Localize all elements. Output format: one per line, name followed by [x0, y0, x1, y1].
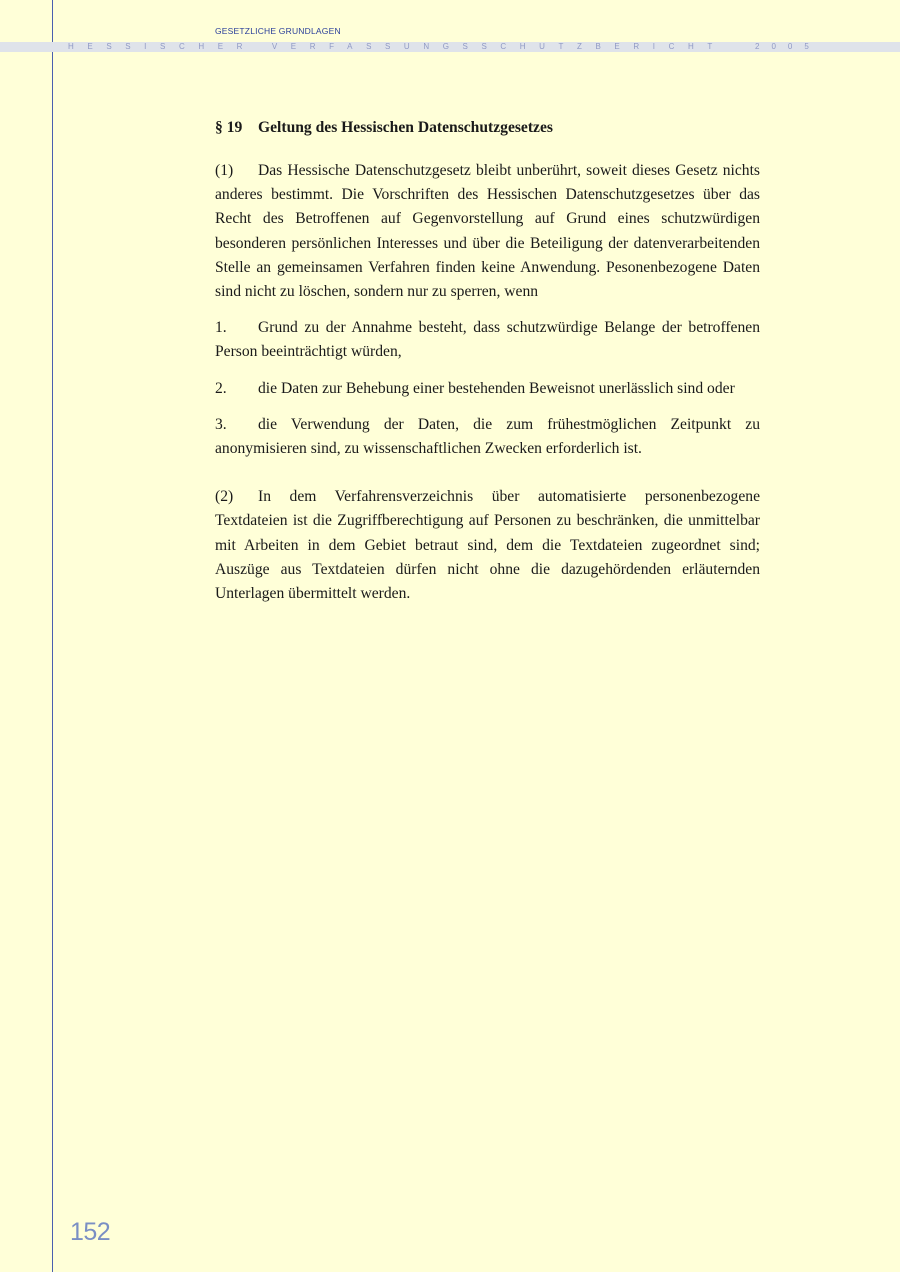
paragraph-2-number: (2) [215, 488, 234, 506]
paragraph-1-number: (1) [215, 162, 234, 179]
list-item-2-number: 2. [215, 379, 227, 397]
page-number: 152 [70, 1218, 111, 1246]
list-item-1-text: Grund zu der Annahme besteht, dass schutzwürdige Belange der betroffenen Person beeinträchtigt würden, [215, 319, 760, 361]
list-item-1-number: 1. [215, 319, 227, 337]
running-title: HESSISCHER VERFASSUNGSSCHUTZBERICHT [68, 42, 726, 51]
running-year: 2005 [755, 42, 821, 51]
list-item-3 [215, 413, 760, 461]
paragraph-2 [215, 485, 760, 606]
paragraph-1-text: Das Hessische Datenschutzgesetz bleibt unberührt, soweit dieses Gesetz nichts anderes bestimmt. Die Vorschriften des Hessischen Datenschutzgesetzes über das Recht des Betroffenen auf Gegenvorstellung auf Grund eines schutzwürdigen besonderen persönlichen Interesses und über die Beteiligung der datenverarbeitenden Stelle an gemeinsamen Verfahren finden keine Anwendung. Pesonenbezogene Daten sind nicht zu löschen, sondern nur zu sperren, wenn [215, 162, 760, 301]
paragraph-2-text: In dem Verfahrensverzeichnis über automatisierte personenbezogene Textdateien ist die Zugriffberechtigung auf Personen zu beschränken, die unmittelbar mit Arbeiten in dem Gebiet betraut sind, dem die Textdateien zugeordnet sind; Auszüge aus Textdateien dürfen nicht ohne die dazugehördenden erläuternden Unterlagen übermittelt werden. [215, 488, 760, 603]
margin-rule [52, 0, 53, 1272]
list-item-3-text: die Verwendung der Daten, die zum frühestmöglichen Zeitpunkt zu anonymisieren sind, zu wissenschaftlichen Zwecken erforderlich ist. [215, 415, 760, 458]
document-body [215, 116, 760, 606]
running-header-band [0, 42, 900, 52]
list-item-1 [215, 316, 760, 364]
list-item-2-text: die Daten zur Behebung einer bestehenden Beweisnot unerlässlich sind oder [258, 379, 735, 397]
section-label: GESETZLICHE GRUNDLAGEN [215, 26, 341, 36]
section-heading [215, 116, 760, 140]
list-item-2 [215, 377, 760, 401]
section-title: Geltung des Hessischen Datenschutzgesetzes [258, 119, 553, 136]
section-number: § 19 [215, 119, 243, 136]
paragraph-1 [215, 159, 760, 304]
list-item-3-number: 3. [215, 415, 227, 433]
